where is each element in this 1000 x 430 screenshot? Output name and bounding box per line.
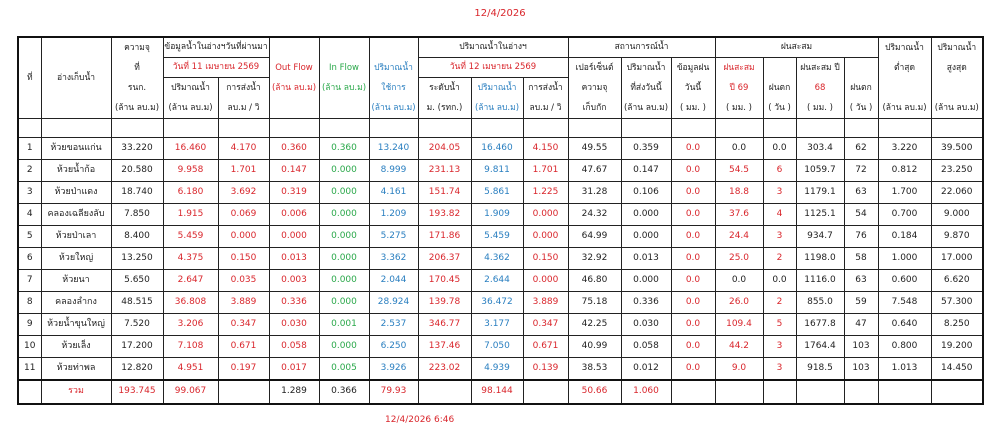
cell-rain68: 1764.4 (796, 336, 844, 358)
cell-volume: 16.460 (471, 138, 523, 160)
header-current-group: ปริมาณน้ำในอ่างฯ (418, 37, 568, 58)
report-date: 12/4/2026 (474, 8, 526, 19)
cell-capacity: 18.740 (111, 182, 163, 204)
cell-rain-today: 0.0 (671, 270, 715, 292)
cell-release: 0.139 (523, 358, 568, 381)
cell-rain68: 918.5 (796, 358, 844, 381)
cell-rain69: 0.0 (715, 270, 763, 292)
cell-in-flow: 0.000 (319, 248, 369, 270)
total-percent: 50.66 (568, 380, 621, 404)
cell-rain-days68: 58 (844, 248, 878, 270)
cell-rain-days69: 3 (763, 336, 796, 358)
cell-prev-release: 0.671 (218, 336, 269, 358)
cell-rain68: 1179.1 (796, 182, 844, 204)
cell-prev-volume: 16.460 (163, 138, 218, 160)
cell-no: 2 (18, 160, 41, 182)
header-min-volume: ปริมาณน้ำ ต่ำสุด (ล้าน ลบ.ม) (878, 37, 931, 119)
cell-usable: 2.044 (369, 270, 418, 292)
cell-prev-release: 3.692 (218, 182, 269, 204)
cell-volume: 5.861 (471, 182, 523, 204)
header-no: ที่ (18, 37, 41, 119)
cell-capacity: 7.850 (111, 204, 163, 226)
cell-percent: 46.80 (568, 270, 621, 292)
cell-no: 1 (18, 138, 41, 160)
cell-no: 11 (18, 358, 41, 381)
cell-level: 171.86 (418, 226, 471, 248)
cell-min: 7.548 (878, 292, 931, 314)
cell-min: 0.600 (878, 270, 931, 292)
cell-rain68: 1198.0 (796, 248, 844, 270)
header-reservoir: อ่างเก็บน้ำ (41, 37, 111, 119)
reservoir-report-table (17, 36, 984, 405)
table-row (18, 248, 983, 270)
cell-out-flow: 0.006 (269, 204, 319, 226)
cell-min: 0.700 (878, 204, 931, 226)
table-row (18, 292, 983, 314)
total-usable: 79.93 (369, 380, 418, 404)
cell-max: 23.250 (931, 160, 983, 182)
total-capacity: 193.745 (111, 380, 163, 404)
total-prev-volume: 99.067 (163, 380, 218, 404)
header-prev-group: ข้อมูลน้ำในอ่างฯวันที่ผ่านมา (163, 37, 269, 58)
header-rain-69: ฝนสะสม ปี 69 ( มม. ) (715, 58, 763, 119)
header-rain-today: ข้อมูลฝน วันนี้ ( มม. ) (671, 58, 715, 119)
cell-volume: 4.362 (471, 248, 523, 270)
cell-percent: 38.53 (568, 358, 621, 381)
cell-min: 0.812 (878, 160, 931, 182)
cell-rain-today: 0.0 (671, 226, 715, 248)
cell-max: 17.000 (931, 248, 983, 270)
cell-release: 0.000 (523, 270, 568, 292)
cell-released-today: 0.030 (621, 314, 671, 336)
cell-prev-volume: 3.206 (163, 314, 218, 336)
cell-rain69: 37.6 (715, 204, 763, 226)
cell-rain-today: 0.0 (671, 182, 715, 204)
cell-released-today: 0.000 (621, 270, 671, 292)
cell-prev-volume: 7.108 (163, 336, 218, 358)
cell-prev-volume: 9.958 (163, 160, 218, 182)
cell-usable: 8.999 (369, 160, 418, 182)
cell-usable: 28.924 (369, 292, 418, 314)
cell-rain-today: 0.0 (671, 138, 715, 160)
cell-min: 1.700 (878, 182, 931, 204)
cell-percent: 40.99 (568, 336, 621, 358)
cell-released-today: 0.000 (621, 204, 671, 226)
header-current-volume: ปริมาณน้ำ (ล้าน ลบ.ม) (471, 78, 523, 119)
cell-rain69: 25.0 (715, 248, 763, 270)
cell-rain-days69: 3 (763, 358, 796, 381)
cell-capacity: 17.200 (111, 336, 163, 358)
total-out-flow: 1.289 (269, 380, 319, 404)
cell-volume: 3.177 (471, 314, 523, 336)
cell-out-flow: 0.030 (269, 314, 319, 336)
header-released-today: ปริมาณน้ำ ที่ส่งวันนี้ (ล้าน ลบ.ม) (621, 58, 671, 119)
cell-level: 137.46 (418, 336, 471, 358)
cell-no: 8 (18, 292, 41, 314)
cell-prev-volume: 4.375 (163, 248, 218, 270)
cell-out-flow: 0.013 (269, 248, 319, 270)
cell-max: 9.870 (931, 226, 983, 248)
cell-prev-release: 0.000 (218, 226, 269, 248)
cell-rain-days68: 62 (844, 138, 878, 160)
cell-rain69: 26.0 (715, 292, 763, 314)
cell-in-flow: 0.000 (319, 182, 369, 204)
cell-name: คลองเฉลียงลับ (41, 204, 111, 226)
cell-level: 206.37 (418, 248, 471, 270)
cell-released-today: 0.000 (621, 226, 671, 248)
header-prev-volume: ปริมาณน้ำ (ล้าน ลบ.ม) (163, 78, 218, 119)
cell-released-today: 0.336 (621, 292, 671, 314)
cell-min: 1.013 (878, 358, 931, 381)
cell-out-flow: 0.003 (269, 270, 319, 292)
cell-level: 170.45 (418, 270, 471, 292)
cell-out-flow: 0.147 (269, 160, 319, 182)
table-row (18, 160, 983, 182)
cell-in-flow: 0.000 (319, 292, 369, 314)
total-row (18, 380, 983, 404)
cell-in-flow: 0.000 (319, 226, 369, 248)
cell-in-flow: 0.000 (319, 160, 369, 182)
blank-row (18, 119, 983, 138)
cell-min: 0.640 (878, 314, 931, 336)
cell-rain-today: 0.0 (671, 314, 715, 336)
cell-rain-days68: 72 (844, 160, 878, 182)
total-released-today: 1.060 (621, 380, 671, 404)
cell-rain-days69: 5 (763, 314, 796, 336)
cell-usable: 5.275 (369, 226, 418, 248)
cell-volume: 2.644 (471, 270, 523, 292)
cell-no: 6 (18, 248, 41, 270)
cell-rain68: 855.0 (796, 292, 844, 314)
cell-level: 151.74 (418, 182, 471, 204)
cell-min: 0.184 (878, 226, 931, 248)
header-rain-days-68: ฝนตก ( วัน ) (844, 58, 878, 119)
cell-percent: 31.28 (568, 182, 621, 204)
cell-rain-days69: 3 (763, 182, 796, 204)
cell-out-flow: 0.336 (269, 292, 319, 314)
cell-capacity: 12.820 (111, 358, 163, 381)
cell-rain-days69: 2 (763, 292, 796, 314)
cell-prev-volume: 36.808 (163, 292, 218, 314)
cell-rain68: 1677.8 (796, 314, 844, 336)
header-capacity: ความจุ ที่ รนก. (ล้าน ลบ.ม) (111, 37, 163, 119)
cell-max: 9.000 (931, 204, 983, 226)
cell-prev-release: 0.197 (218, 358, 269, 381)
cell-usable: 3.926 (369, 358, 418, 381)
total-in-flow: 0.366 (319, 380, 369, 404)
cell-percent: 24.32 (568, 204, 621, 226)
cell-rain-days69: 4 (763, 204, 796, 226)
table-row (18, 138, 983, 160)
cell-out-flow: 0.360 (269, 138, 319, 160)
cell-prev-release: 3.889 (218, 292, 269, 314)
cell-volume: 1.909 (471, 204, 523, 226)
cell-name: ห้วยเล็ง (41, 336, 111, 358)
header-max-volume: ปริมาณน้ำ สูงสุด (ล้าน ลบ.ม) (931, 37, 983, 119)
header-percent: เปอร์เซ็นต์ ความจุ เก็บกัก (568, 58, 621, 119)
cell-rain68: 303.4 (796, 138, 844, 160)
cell-name: ห้วยน้ำก้อ (41, 160, 111, 182)
cell-no: 9 (18, 314, 41, 336)
cell-released-today: 0.147 (621, 160, 671, 182)
cell-volume: 5.459 (471, 226, 523, 248)
cell-percent: 32.92 (568, 248, 621, 270)
cell-max: 57.300 (931, 292, 983, 314)
table-row (18, 336, 983, 358)
cell-name: คลองลำกง (41, 292, 111, 314)
footer-timestamp: 12/4/2026 6:46 (385, 415, 455, 425)
cell-capacity: 33.220 (111, 138, 163, 160)
cell-released-today: 0.106 (621, 182, 671, 204)
header-current-date: วันที่ 12 เมษายน 2569 (418, 58, 568, 78)
cell-rain69: 109.4 (715, 314, 763, 336)
table-row (18, 358, 983, 381)
cell-no: 7 (18, 270, 41, 292)
table-row (18, 182, 983, 204)
table-row (18, 314, 983, 336)
cell-usable: 1.209 (369, 204, 418, 226)
cell-min: 1.000 (878, 248, 931, 270)
cell-no: 3 (18, 182, 41, 204)
header-rain-68: ฝนสะสม ปี 68 ( มม. ) (796, 58, 844, 119)
cell-level: 204.05 (418, 138, 471, 160)
cell-prev-volume: 6.180 (163, 182, 218, 204)
header-usable: ปริมาณน้ำ ใช้การ (ล้าน ลบ.ม) (369, 37, 418, 119)
cell-in-flow: 0.000 (319, 336, 369, 358)
cell-prev-volume: 5.459 (163, 226, 218, 248)
cell-rain-days69: 2 (763, 248, 796, 270)
cell-max: 14.450 (931, 358, 983, 381)
cell-volume: 4.939 (471, 358, 523, 381)
cell-in-flow: 0.360 (319, 138, 369, 160)
cell-percent: 75.18 (568, 292, 621, 314)
cell-prev-volume: 4.951 (163, 358, 218, 381)
cell-rain69: 18.8 (715, 182, 763, 204)
table-row (18, 270, 983, 292)
cell-rain69: 24.4 (715, 226, 763, 248)
cell-rain-today: 0.0 (671, 160, 715, 182)
cell-released-today: 0.013 (621, 248, 671, 270)
cell-rain-today: 0.0 (671, 204, 715, 226)
cell-rain-days68: 103 (844, 358, 878, 381)
cell-out-flow: 0.017 (269, 358, 319, 381)
cell-release: 0.347 (523, 314, 568, 336)
cell-rain68: 1116.0 (796, 270, 844, 292)
cell-release: 1.225 (523, 182, 568, 204)
cell-rain-today: 0.0 (671, 336, 715, 358)
cell-level: 139.78 (418, 292, 471, 314)
cell-max: 8.250 (931, 314, 983, 336)
cell-rain69: 0.0 (715, 138, 763, 160)
cell-level: 346.77 (418, 314, 471, 336)
cell-release: 0.000 (523, 226, 568, 248)
cell-rain-days68: 47 (844, 314, 878, 336)
cell-name: ห้วยป่าเลา (41, 226, 111, 248)
cell-max: 19.200 (931, 336, 983, 358)
cell-percent: 64.99 (568, 226, 621, 248)
cell-level: 193.82 (418, 204, 471, 226)
cell-percent: 49.55 (568, 138, 621, 160)
cell-no: 10 (18, 336, 41, 358)
cell-rain-today: 0.0 (671, 358, 715, 381)
cell-rain69: 54.5 (715, 160, 763, 182)
cell-usable: 2.537 (369, 314, 418, 336)
header-current-level: ระดับน้ำ ม. (รทก.) (418, 78, 471, 119)
cell-release: 0.671 (523, 336, 568, 358)
cell-rain68: 1059.7 (796, 160, 844, 182)
cell-volume: 7.050 (471, 336, 523, 358)
header-prev-release: การส่งน้ำ ลบ.ม / วิ (218, 78, 269, 119)
cell-rain69: 44.2 (715, 336, 763, 358)
cell-no: 4 (18, 204, 41, 226)
cell-rain-days68: 76 (844, 226, 878, 248)
cell-prev-release: 0.069 (218, 204, 269, 226)
cell-capacity: 7.520 (111, 314, 163, 336)
cell-percent: 42.25 (568, 314, 621, 336)
cell-volume: 36.472 (471, 292, 523, 314)
cell-prev-release: 4.170 (218, 138, 269, 160)
header-prev-date: วันที่ 11 เมษายน 2569 (163, 58, 269, 78)
cell-usable: 4.161 (369, 182, 418, 204)
cell-released-today: 0.058 (621, 336, 671, 358)
cell-rain68: 1125.1 (796, 204, 844, 226)
table-row (18, 204, 983, 226)
cell-released-today: 0.359 (621, 138, 671, 160)
cell-rain-days69: 0.0 (763, 270, 796, 292)
cell-capacity: 48.515 (111, 292, 163, 314)
cell-name: ห้วยใหญ่ (41, 248, 111, 270)
total-volume: 98.144 (471, 380, 523, 404)
cell-release: 0.000 (523, 204, 568, 226)
cell-level: 231.13 (418, 160, 471, 182)
cell-name: ห้วยป่าแดง (41, 182, 111, 204)
cell-capacity: 8.400 (111, 226, 163, 248)
cell-volume: 9.811 (471, 160, 523, 182)
cell-in-flow: 0.000 (319, 204, 369, 226)
cell-usable: 6.250 (369, 336, 418, 358)
cell-out-flow: 0.319 (269, 182, 319, 204)
cell-capacity: 20.580 (111, 160, 163, 182)
cell-rain-days69: 6 (763, 160, 796, 182)
cell-rain-days68: 59 (844, 292, 878, 314)
cell-min: 3.220 (878, 138, 931, 160)
cell-prev-volume: 2.647 (163, 270, 218, 292)
header-out-flow: Out Flow (ล้าน ลบ.ม) (269, 37, 319, 119)
cell-release: 0.150 (523, 248, 568, 270)
header-in-flow: In Flow (ล้าน ลบ.ม) (319, 37, 369, 119)
cell-out-flow: 0.058 (269, 336, 319, 358)
cell-rain-days68: 54 (844, 204, 878, 226)
cell-prev-release: 0.035 (218, 270, 269, 292)
cell-released-today: 0.012 (621, 358, 671, 381)
cell-prev-release: 0.150 (218, 248, 269, 270)
cell-name: ห้วยน้ำขุนใหญ่ (41, 314, 111, 336)
cell-rain-today: 0.0 (671, 248, 715, 270)
cell-max: 6.620 (931, 270, 983, 292)
cell-level: 223.02 (418, 358, 471, 381)
cell-in-flow: 0.005 (319, 358, 369, 381)
total-label: รวม (41, 380, 111, 404)
cell-prev-volume: 1.915 (163, 204, 218, 226)
cell-rain-days69: 0.0 (763, 138, 796, 160)
cell-in-flow: 0.001 (319, 314, 369, 336)
cell-capacity: 5.650 (111, 270, 163, 292)
cell-rain-days68: 103 (844, 336, 878, 358)
cell-name: ห้วยนา (41, 270, 111, 292)
cell-usable: 13.240 (369, 138, 418, 160)
header-current-release: การส่งน้ำ ลบ.ม / วิ (523, 78, 568, 119)
cell-prev-release: 0.347 (218, 314, 269, 336)
cell-rain-days69: 3 (763, 226, 796, 248)
cell-rain69: 9.0 (715, 358, 763, 381)
cell-in-flow: 0.000 (319, 270, 369, 292)
cell-rain68: 934.7 (796, 226, 844, 248)
header-situation-group: สถานการณ์น้ำ (568, 37, 715, 58)
cell-release: 4.150 (523, 138, 568, 160)
cell-no: 5 (18, 226, 41, 248)
cell-rain-days68: 63 (844, 182, 878, 204)
table-row (18, 226, 983, 248)
header-rain-days-69: ฝนตก ( วัน ) (763, 58, 796, 119)
cell-out-flow: 0.000 (269, 226, 319, 248)
cell-release: 3.889 (523, 292, 568, 314)
cell-usable: 3.362 (369, 248, 418, 270)
header-rain-group: ฝนสะสม (715, 37, 878, 58)
cell-name: ห้วยท่าพล (41, 358, 111, 381)
cell-name: ห้วยขอนแก่น (41, 138, 111, 160)
cell-rain-today: 0.0 (671, 292, 715, 314)
cell-max: 22.060 (931, 182, 983, 204)
cell-percent: 47.67 (568, 160, 621, 182)
cell-max: 39.500 (931, 138, 983, 160)
cell-min: 0.800 (878, 336, 931, 358)
cell-release: 1.701 (523, 160, 568, 182)
cell-prev-release: 1.701 (218, 160, 269, 182)
cell-capacity: 13.250 (111, 248, 163, 270)
cell-rain-days68: 63 (844, 270, 878, 292)
